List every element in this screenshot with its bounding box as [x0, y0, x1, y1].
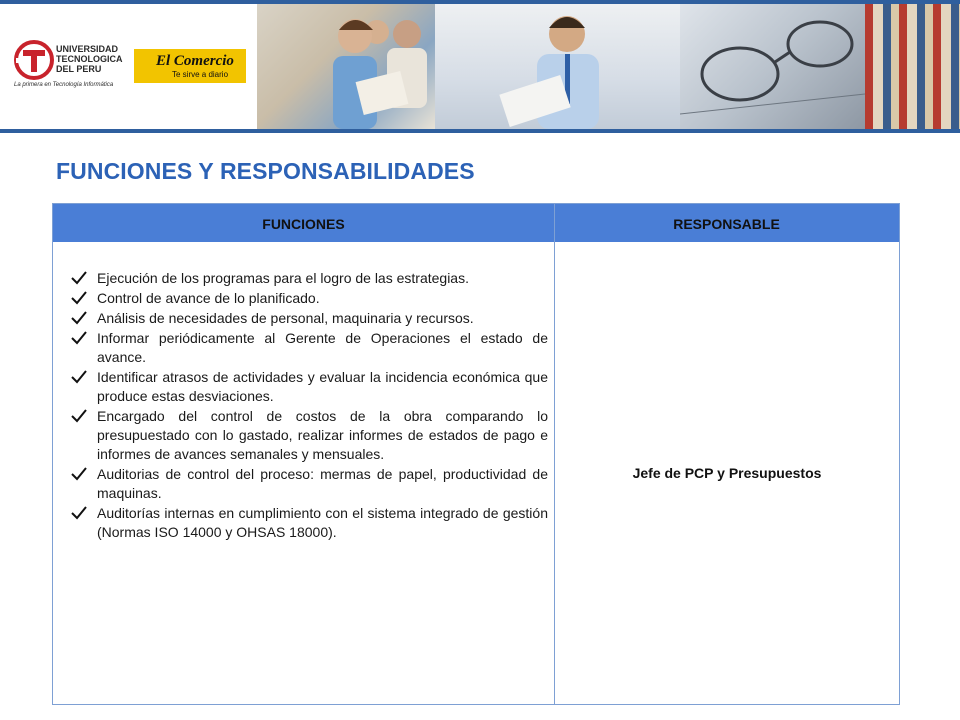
utp-logo-icon [14, 40, 54, 80]
photo-glasses-newspaper [680, 4, 865, 129]
checkmark-icon [71, 271, 87, 285]
el-comercio-logo [134, 49, 246, 83]
utp-logo [14, 40, 129, 92]
function-text: Análisis de necesidades de personal, maquinaria y recursos. [97, 310, 474, 326]
functions-cell [53, 242, 554, 704]
function-text: Control de avance de lo planificado. [97, 290, 320, 306]
newspaper-name: El Comercio [156, 53, 234, 69]
list-item [61, 407, 548, 464]
functions-list [61, 269, 548, 543]
newspaper-tagline: Te sirve a diario [172, 70, 229, 79]
header-functions: FUNCIONES [262, 216, 345, 232]
function-text: Informar periódicamente al Gerente de Operaciones el estado de avance. [97, 330, 548, 365]
list-item [61, 504, 548, 542]
checkmark-icon [71, 409, 87, 423]
photo-man-reading [435, 4, 680, 129]
function-text: Ejecución de los programas para el logro de las estrategias. [97, 270, 469, 286]
checkmark-icon [71, 506, 87, 520]
checkmark-icon [71, 291, 87, 305]
man-photo-illustration [435, 4, 680, 129]
function-text: Identificar atrasos de actividades y evaluar la incidencia económica que produce estas desviaciones. [97, 369, 548, 404]
list-item [61, 368, 548, 406]
function-text: Auditorías internas en cumplimiento con el sistema integrado de gestión (Normas ISO 14000 y OHSAS 18000). [97, 505, 548, 540]
university-name: UNIVERSIDAD TECNOLOGICA DEL PERU [56, 44, 123, 74]
checkmark-icon [71, 331, 87, 345]
list-item [61, 309, 548, 328]
table-header [53, 204, 899, 242]
list-item [61, 465, 548, 503]
photo-family-reading [257, 4, 435, 129]
checkmark-icon [71, 370, 87, 384]
checkmark-icon [71, 311, 87, 325]
page-title: FUNCIONES Y RESPONSABILIDADES [56, 158, 475, 184]
list-item [61, 269, 548, 288]
header-banner [0, 0, 960, 133]
responsible-role: Jefe de PCP y Presupuestos [632, 465, 822, 481]
function-text: Encargado del control de costos de la obra comparando lo presupuestado con lo gastado, realizar informes de estados de pago e informes de avances semanales y mensuales. [97, 408, 548, 462]
banner-bottom-line [0, 129, 960, 133]
functions-table [52, 203, 900, 705]
glasses-photo-illustration [680, 4, 865, 129]
function-text: Auditorias de control del proceso: mermas de papel, productividad de maquinas. [97, 466, 548, 501]
university-tagline: La primera en Tecnología Informática [14, 82, 114, 88]
header-responsible: RESPONSABLE [673, 216, 780, 232]
photo-newsstand [865, 4, 960, 129]
checkmark-icon [71, 467, 87, 481]
list-item [61, 289, 548, 308]
list-item [61, 329, 548, 367]
family-photo-illustration [257, 4, 435, 129]
responsible-cell [555, 242, 899, 704]
